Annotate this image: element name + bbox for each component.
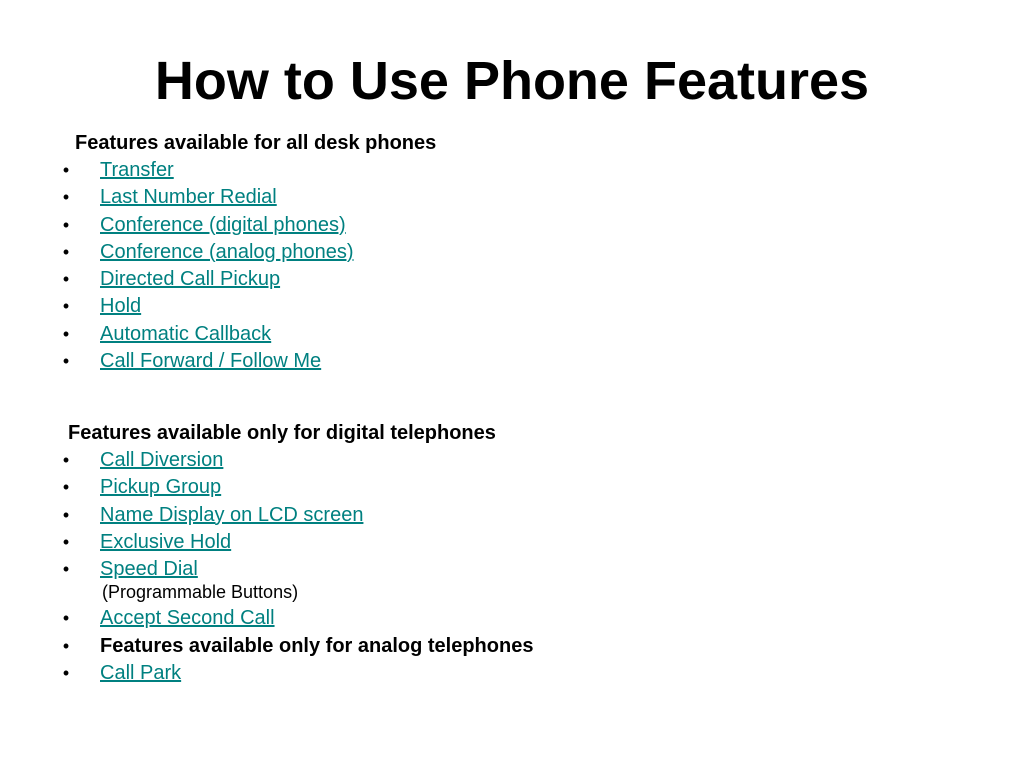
list-item [0, 503, 533, 527]
link-call-forward-follow-me[interactable]: Call Forward / Follow Me [100, 350, 322, 373]
link-transfer[interactable]: Transfer [100, 159, 174, 181]
list-item [0, 448, 533, 472]
bullet-icon: • [62, 160, 70, 180]
link-call-diversion[interactable]: Call Diversion [100, 449, 224, 471]
list-item [0, 294, 354, 318]
link-conference-digital[interactable]: Conference (digital phones) [100, 213, 346, 236]
link-directed-call-pickup[interactable]: Directed Call Pickup [100, 268, 281, 291]
feature-list-all-phones [0, 158, 354, 376]
list-item [0, 322, 354, 346]
bullet-icon: • [62, 559, 70, 580]
list-item [0, 557, 533, 603]
link-accept-second-call[interactable]: Accept Second Call [100, 607, 275, 630]
page-title: How to Use Phone Features [154, 51, 870, 111]
list-item [0, 185, 354, 209]
bullet-icon: • [62, 296, 70, 317]
list-item [0, 267, 354, 291]
bullet-icon: • [62, 187, 70, 208]
bullet-icon: • [62, 323, 70, 344]
section-heading-all-phones: Features available for all desk phones [75, 132, 437, 154]
link-last-number-redial[interactable]: Last Number Redial [100, 186, 277, 209]
list-item [0, 158, 354, 182]
list-item [0, 530, 533, 554]
bullet-icon: • [62, 663, 70, 684]
bullet-icon: • [62, 531, 70, 552]
list-item [0, 634, 533, 658]
link-pickup-group[interactable]: Pickup Group [100, 476, 222, 499]
bullet-icon: • [62, 477, 70, 498]
link-exclusive-hold[interactable]: Exclusive Hold [100, 530, 232, 553]
bullet-icon: • [62, 608, 70, 629]
list-item [0, 213, 354, 237]
bullet-icon: • [62, 635, 70, 656]
link-conference-analog[interactable]: Conference (analog phones) [100, 240, 354, 263]
speed-dial-note: (Programmable Buttons) [102, 582, 299, 603]
list-item [0, 475, 533, 499]
bullet-icon: • [62, 504, 70, 525]
section-heading-analog-phones: Features available only for analog telephones [100, 634, 534, 657]
link-speed-dial[interactable]: Speed Dial [100, 558, 198, 581]
list-item [0, 606, 533, 630]
bullet-icon: • [62, 241, 70, 262]
feature-list-digital-phones [0, 448, 533, 688]
bullet-icon: • [62, 269, 70, 290]
list-item [0, 240, 354, 264]
link-hold[interactable]: Hold [100, 295, 142, 318]
section-heading-digital-phones: Features available only for digital telephones [68, 422, 496, 444]
bullet-icon: • [62, 351, 70, 372]
list-item [0, 349, 354, 373]
bullet-icon: • [62, 214, 70, 235]
link-automatic-callback[interactable]: Automatic Callback [100, 322, 272, 345]
bullet-icon: • [62, 450, 70, 470]
link-call-park[interactable]: Call Park [100, 662, 182, 685]
list-item [0, 661, 533, 685]
link-name-display-lcd[interactable]: Name Display on LCD screen [100, 503, 364, 526]
